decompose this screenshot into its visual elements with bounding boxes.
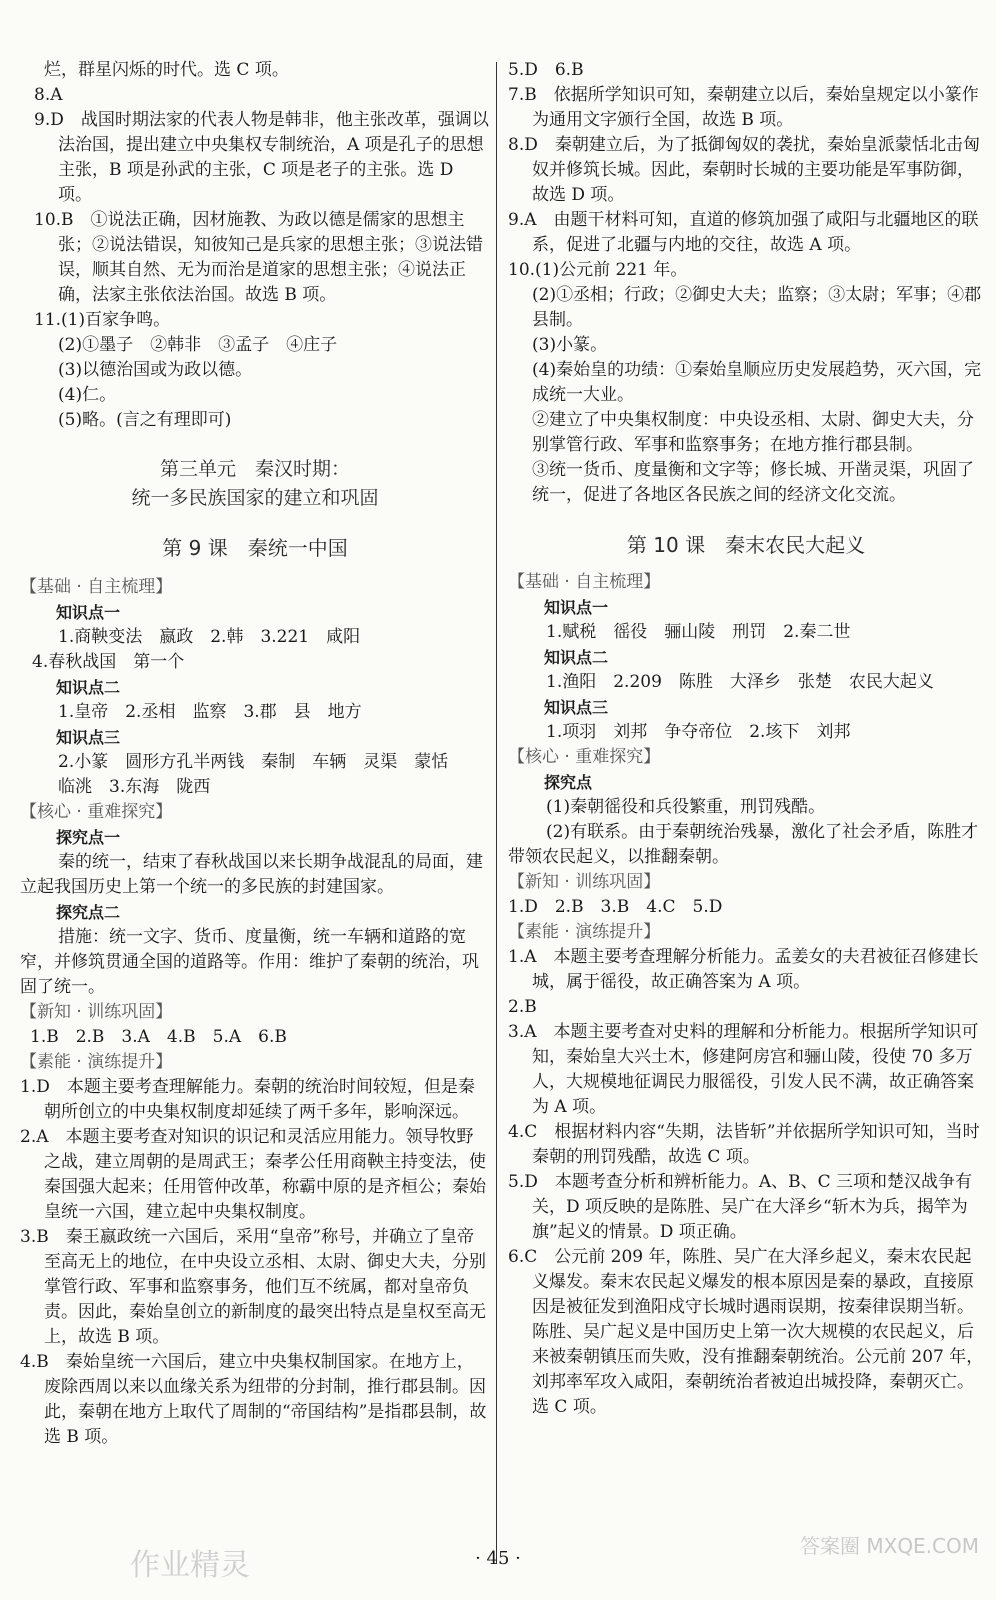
answer-text: 1.渔阳 2.209 陈胜 大泽乡 张楚 农民大起义 xyxy=(546,672,934,692)
section-heading: 【核心 · 重难探究】 xyxy=(20,802,173,822)
explore-point-heading: 探究点 xyxy=(544,773,593,792)
answer-text: 5.D 本题考查分析和辨析能力。A、B、C 三项和楚汉战争有关，D 项反映的是陈胜、吴广在大泽乡“斩木为兵，揭竿为旗”起义的情景。D 项正确。 xyxy=(508,1172,973,1242)
answer-text: 8.D 秦朝建立后，为了抵御匈奴的袭扰，秦始皇派蒙恬北击匈奴并修筑长城。因此，秦朝时长城的主要功能是军事防御，故选 D 项。 xyxy=(508,135,980,205)
answer-text: 2.小篆 圆形方孔半两钱 秦制 车辆 灵渠 蒙恬 xyxy=(58,752,449,772)
section-heading: 【基础 · 自主梳理】 xyxy=(508,572,661,592)
section-heading: 【新知 · 训练巩固】 xyxy=(508,872,661,892)
answer-text: (2)①墨子 ②韩非 ③孟子 ④庄子 xyxy=(58,335,338,355)
right-column xyxy=(508,58,984,1420)
answer-text: (3)小篆。 xyxy=(532,335,608,355)
answer-text: (5)略。(言之有理即可) xyxy=(58,410,232,430)
watermark-logo: 作业精灵 xyxy=(130,1548,250,1583)
unit-title: 第三单元 秦汉时期： xyxy=(159,458,350,480)
answer-text: (4)秦始皇的功绩：①秦始皇顺应历史发展趋势，灭六国，完成统一大业。 xyxy=(532,360,982,405)
answer-text: 5.D 6.B xyxy=(508,60,584,80)
watermark-site: 答案圈 MXQE.COM xyxy=(800,1534,980,1558)
knowledge-point-heading: 知识点一 xyxy=(544,598,609,617)
answer-text: 1.项羽 刘邦 争夺帝位 2.垓下 刘邦 xyxy=(546,722,851,742)
section-heading: 【新知 · 训练巩固】 xyxy=(20,1002,173,1022)
answer-text: 秦的统一，结束了春秋战国以来长期争战混乱的局面，建立起我国历史上第一个统一的多民族的封建国家。 xyxy=(20,852,483,897)
answer-text: ③统一货币、度量衡和文字等；修长城、开凿灵渠，巩固了统一，促进了各地区各民族之间的经济文化交流。 xyxy=(532,460,974,505)
answer-text: (3)以德治国或为政以德。 xyxy=(58,360,253,380)
answer-text: 10.B ①说法正确，因材施教、为政以德是儒家的思想主张；②说法错误，知彼知己是兵家的思想主张；③说法错误，顺其自然、无为而治是道家的思想主张；④说法正确，法家主张依法治国。故选 B 项。 xyxy=(34,210,483,305)
answer-text: (1)秦朝徭役和兵役繁重，刑罚残酷。 xyxy=(546,797,826,817)
answer-text: 4.春秋战国 第一个 xyxy=(32,652,185,672)
knowledge-point-heading: 知识点二 xyxy=(56,678,121,697)
answer-text: 7.B 依据所学知识可知，秦朝建立以后，秦始皇规定以小篆作为通用文字颁行全国，故选 B 项。 xyxy=(508,85,979,130)
knowledge-point-heading: 知识点一 xyxy=(56,603,121,622)
answer-text: 6.C 公元前 209 年，陈胜、吴广在大泽乡起义，秦末农民起义爆发。秦末农民起义爆发的根本原因是秦的暴政，直接原因是被征发到渔阳戍守长城时遇雨误期，按秦律误期当斩。陈胜、吴广起义是中国历史上第一次大规模的农民起义，后来被秦朝镇压而失败，没有推翻秦朝统治。公元前 207 年，刘邦率军攻入咸阳，秦朝统治者被迫出城投降，秦朝灭亡。选 C 项。 xyxy=(508,1247,984,1417)
section-heading: 【素能 · 演练提升】 xyxy=(508,922,661,942)
answer-text: 1.D 2.B 3.B 4.C 5.D xyxy=(508,897,723,917)
answer-text: 9.D 战国时期法家的代表人物是韩非，他主张改革，强调以法治国，提出建立中央集权专制统治，A 项是孔子的思想主张，B 项是孙武的主张，C 项是老子的主张。选 D 项。 xyxy=(34,110,489,205)
answer-text: 1.A 本题主要考查理解分析能力。孟姜女的夫君被征召修建长城，属于徭役，故正确答案为 A 项。 xyxy=(508,947,979,992)
knowledge-point-heading: 知识点二 xyxy=(544,648,609,667)
answer-text: 临洮 3.东海 陇西 xyxy=(58,777,211,797)
answer-text: (4)仁。 xyxy=(58,385,117,405)
section-heading: 【核心 · 重难探究】 xyxy=(508,747,661,767)
answer-text: 10.(1)公元前 221 年。 xyxy=(508,260,688,280)
answer-text: 措施：统一文字、货币、度量衡，统一车辆和道路的宽窄，并修筑贯通全国的道路等。作用：维护了秦朝的统治，巩固了统一。 xyxy=(20,927,479,997)
answer-text: 4.B 秦始皇统一六国后，建立中央集权制国家。在地方上，废除西周以来以血缘关系为纽带的分封制，推行郡县制。因此，秦朝在地方上取代了周制的“帝国结构”是指郡县制，故选 B 项。 xyxy=(20,1352,487,1447)
answer-text: 3.B 秦王嬴政统一六国后，采用“皇帝”称号，并确立了皇帝至高无上的地位，在中央设立丞相、太尉、御史大夫，分别掌管行政、军事和监察事务，他们互不统属，都对皇帝负责。因此，秦始皇创立的新制度的最突出特点是皇权至高无上，故选 B 项。 xyxy=(20,1227,486,1347)
answer-text: 1.B 2.B 3.A 4.B 5.A 6.B xyxy=(30,1027,287,1047)
lesson-title: 第 9 课 秦统一中国 xyxy=(162,536,348,560)
left-column xyxy=(20,58,490,1450)
unit-subtitle: 统一多民族国家的建立和巩固 xyxy=(131,487,379,509)
column-divider xyxy=(496,62,497,1564)
answer-text: 1.D 本题主要考查理解能力。秦朝的统治时间较短，但是秦朝所创立的中央集权制度却延续了两千多年，影响深远。 xyxy=(20,1077,475,1122)
section-heading: 【素能 · 演练提升】 xyxy=(20,1052,173,1072)
answer-text: 3.A 本题主要考查对史料的理解和分析能力。根据所学知识可知，秦始皇大兴土木，修建阿房宫和骊山陵，役使 70 多万人，大规模地征调民力服徭役，引发人民不满，故正确答案为 A 项。 xyxy=(508,1022,979,1117)
knowledge-point-heading: 知识点三 xyxy=(56,728,121,747)
knowledge-point-heading: 知识点三 xyxy=(544,698,609,717)
section-heading: 【基础 · 自主梳理】 xyxy=(20,577,173,597)
answer-text: (2)①丞相；行政；②御史大夫；监察；③太尉；军事；④郡县制。 xyxy=(532,285,982,330)
explore-point-heading: 探究点一 xyxy=(56,828,121,847)
answer-text: 8.A xyxy=(34,85,63,105)
lesson-title: 第 10 课 秦末农民大起义 xyxy=(626,533,866,557)
page-number: · 45 · xyxy=(475,1548,521,1569)
answer-text: 2.A 本题主要考查对知识的识记和灵活应用能力。领导牧野之战，建立周朝的是周武王；秦孝公任用商鞅主持变法，使秦国强大起来；任用管仲改革，称霸中原的是齐桓公；秦始皇统一六国，建立起中央集权制度。 xyxy=(20,1127,486,1222)
answer-text: 1.皇帝 2.丞相 监察 3.郡 县 地方 xyxy=(58,702,362,722)
answer-text: ②建立了中央集权制度：中央设丞相、太尉、御史大夫，分别掌管行政、军事和监察事务；在地方推行郡县制。 xyxy=(532,410,974,455)
explore-point-heading: 探究点二 xyxy=(56,903,121,922)
answer-text: 2.B xyxy=(508,997,537,1017)
answer-text: 11.(1)百家争鸣。 xyxy=(34,310,171,330)
answer-text: 烂，群星闪烁的时代。选 C 项。 xyxy=(44,60,289,80)
answer-text: 1.商鞅变法 嬴政 2.韩 3.221 咸阳 xyxy=(58,627,361,647)
answer-text: 9.A 由题干材料可知，直道的修筑加强了咸阳与北疆地区的联系，促进了北疆与内地的交往，故选 A 项。 xyxy=(508,210,979,255)
answer-text: 1.赋税 徭役 骊山陵 刑罚 2.秦二世 xyxy=(546,622,851,642)
answer-text: 4.C 根据材料内容“失期，法皆斩”并依据所学知识可知，当时秦朝的刑罚残酷，故选 C 项。 xyxy=(508,1122,980,1167)
answer-text: (2)有联系。由于秦朝统治残暴，激化了社会矛盾，陈胜才带领农民起义，以推翻秦朝。 xyxy=(508,822,979,867)
